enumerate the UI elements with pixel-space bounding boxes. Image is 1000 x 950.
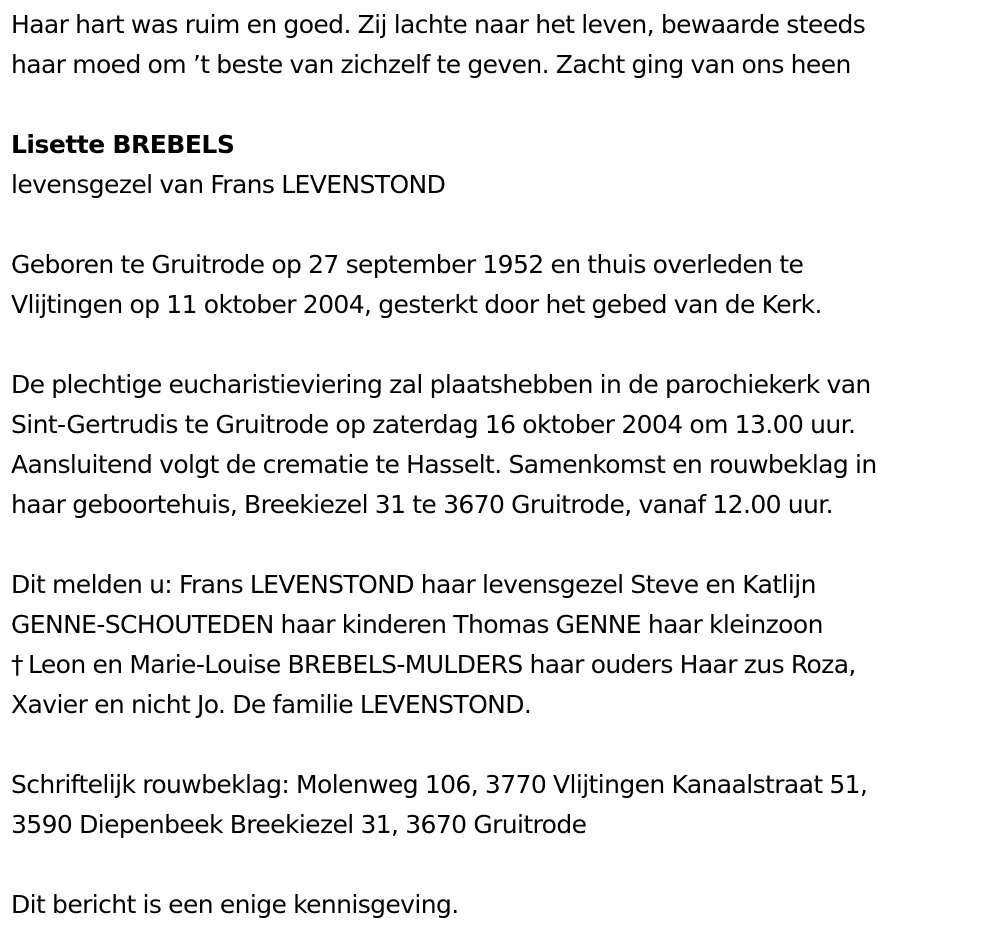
deceased-relation: levensgezel van Frans LEVENSTOND bbox=[11, 170, 446, 199]
spacer bbox=[11, 725, 993, 765]
deceased-name: Lisette BREBELS bbox=[11, 130, 235, 159]
condolence-line-1: Schriftelijk rouwbeklag: Molenweg 106, 3770 Vlijtingen Kanaalstraat 51, bbox=[11, 770, 868, 799]
announcers-line-3 bbox=[11, 645, 993, 685]
intro-line-2: haar moed om ’t beste van zichzelf te geven. Zacht ging van ons heen bbox=[11, 50, 851, 79]
birth-death-line-1: Geboren te Gruitrode op 27 september 1952 en thuis overleden te bbox=[11, 250, 804, 279]
announcers-line-1: Dit melden u: Frans LEVENSTOND haar levensgezel Steve en Katlijn bbox=[11, 570, 816, 599]
announcers-line-4: Xavier en nicht Jo. De familie LEVENSTOND. bbox=[11, 690, 532, 719]
birth-death-line-2: Vlijtingen op 11 oktober 2004, gesterkt door het gebed van de Kerk. bbox=[11, 290, 822, 319]
spacer bbox=[11, 325, 993, 365]
announcers-line-3-text: Leon en Marie-Louise BREBELS-MULDERS haar ouders Haar zus Roza, bbox=[28, 650, 856, 679]
closing-line: Dit bericht is een enige kennisgeving. bbox=[11, 890, 459, 919]
intro-line-1: Haar hart was ruim en goed. Zij lachte naar het leven, bewaarde steeds bbox=[11, 10, 866, 39]
ceremony-line-3: Aansluitend volgt de crematie te Hasselt. Samenkomst en rouwbeklag in bbox=[11, 450, 877, 479]
spacer bbox=[11, 205, 993, 245]
obituary-notice bbox=[11, 0, 993, 925]
ceremony-line-2: Sint-Gertrudis te Gruitrode op zaterdag 16 oktober 2004 om 13.00 uur. bbox=[11, 410, 856, 439]
spacer bbox=[11, 85, 993, 125]
ceremony-line-1: De plechtige eucharistieviering zal plaatshebben in de parochiekerk van bbox=[11, 370, 871, 399]
announcers-line-2: GENNE-SCHOUTEDEN haar kinderen Thomas GENNE haar kleinzoon bbox=[11, 610, 823, 639]
spacer bbox=[11, 525, 993, 565]
spacer bbox=[11, 845, 993, 885]
cross-icon: † bbox=[11, 650, 23, 679]
condolence-line-2: 3590 Diepenbeek Breekiezel 31, 3670 Gruitrode bbox=[11, 810, 587, 839]
ceremony-line-4: haar geboortehuis, Breekiezel 31 te 3670 Gruitrode, vanaf 12.00 uur. bbox=[11, 490, 834, 519]
